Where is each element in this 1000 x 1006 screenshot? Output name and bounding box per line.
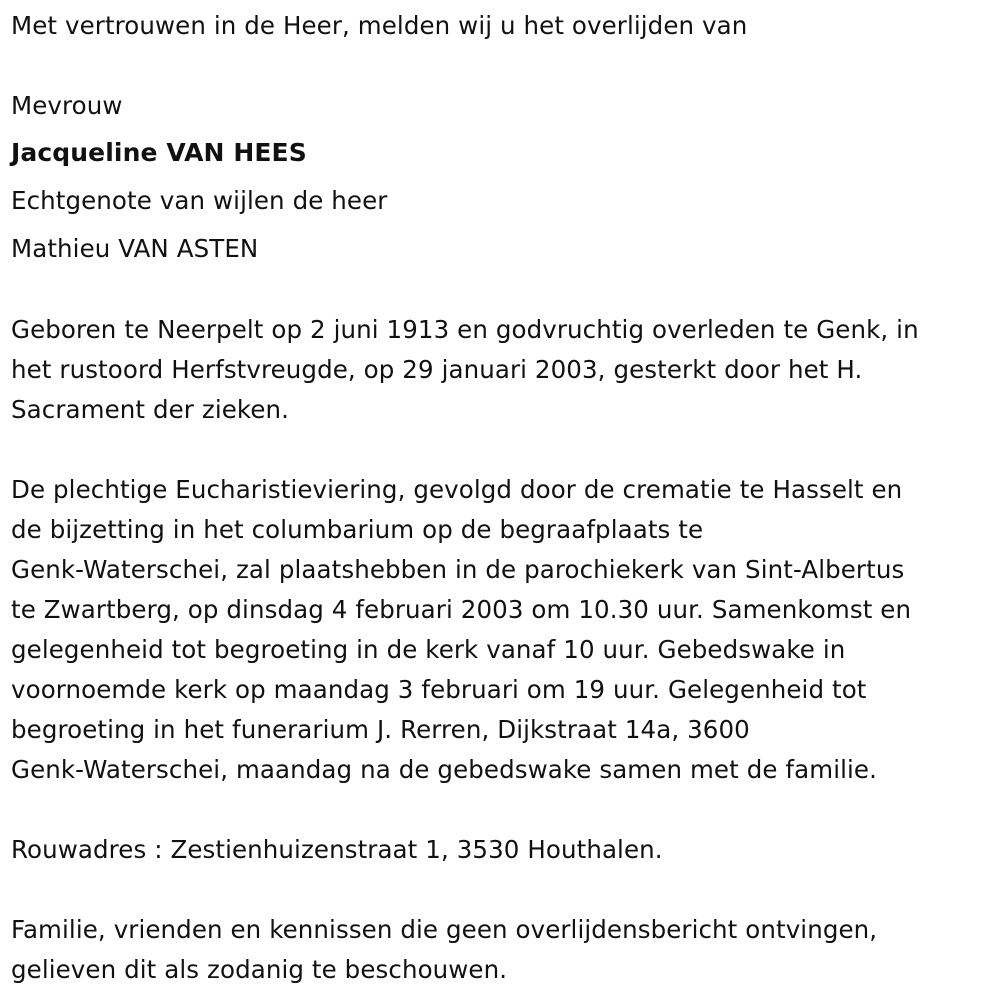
closing-paragraph <box>11 910 877 990</box>
paragraph-line: gelegenheid tot begroeting in de kerk vanaf 10 uur. Gebedswake in <box>11 635 846 664</box>
paragraph-line: de bijzetting in het columbarium op de begraafplaats te <box>11 515 704 544</box>
paragraph-line: De plechtige Eucharistieviering, gevolgd door de crematie te Hasselt en <box>11 475 903 504</box>
mourning-address: Rouwadres : Zestienhuizenstraat 1, 3530 Houthalen. <box>11 835 663 864</box>
paragraph-line: voornoemde kerk op maandag 3 februari om 19 uur. Gelegenheid tot <box>11 675 867 704</box>
spouse-name: Mathieu VAN ASTEN <box>11 234 259 263</box>
paragraph-line: gelieven dit als zodanig te beschouwen. <box>11 955 508 984</box>
ceremony-paragraph <box>11 470 911 790</box>
paragraph-line: Familie, vrienden en kennissen die geen overlijdensbericht ontvingen, <box>11 915 878 944</box>
intro-text: Met vertrouwen in de Heer, melden wij u het overlijden van <box>11 11 748 40</box>
deceased-name: Jacqueline VAN HEES <box>11 138 307 167</box>
paragraph-line: Genk-Waterschei, maandag na de gebedswake samen met de familie. <box>11 755 877 784</box>
honorific: Mevrouw <box>11 91 123 120</box>
paragraph-line: Genk-Waterschei, zal plaatshebben in de parochiekerk van Sint-Albertus <box>11 555 905 584</box>
relation-text: Echtgenote van wijlen de heer <box>11 186 388 215</box>
paragraph-line: Geboren te Neerpelt op 2 juni 1913 en godvruchtig overleden te Genk, in <box>11 315 919 344</box>
paragraph-line: te Zwartberg, op dinsdag 4 februari 2003 om 10.30 uur. Samenkomst en <box>11 595 912 624</box>
paragraph-line: begroeting in het funerarium J. Rerren, Dijkstraat 14a, 3600 <box>11 715 750 744</box>
paragraph-line: Sacrament der zieken. <box>11 395 290 424</box>
birth-paragraph <box>11 310 919 430</box>
paragraph-line: het rustoord Herfstvreugde, op 29 januari 2003, gesterkt door het H. <box>11 355 863 384</box>
